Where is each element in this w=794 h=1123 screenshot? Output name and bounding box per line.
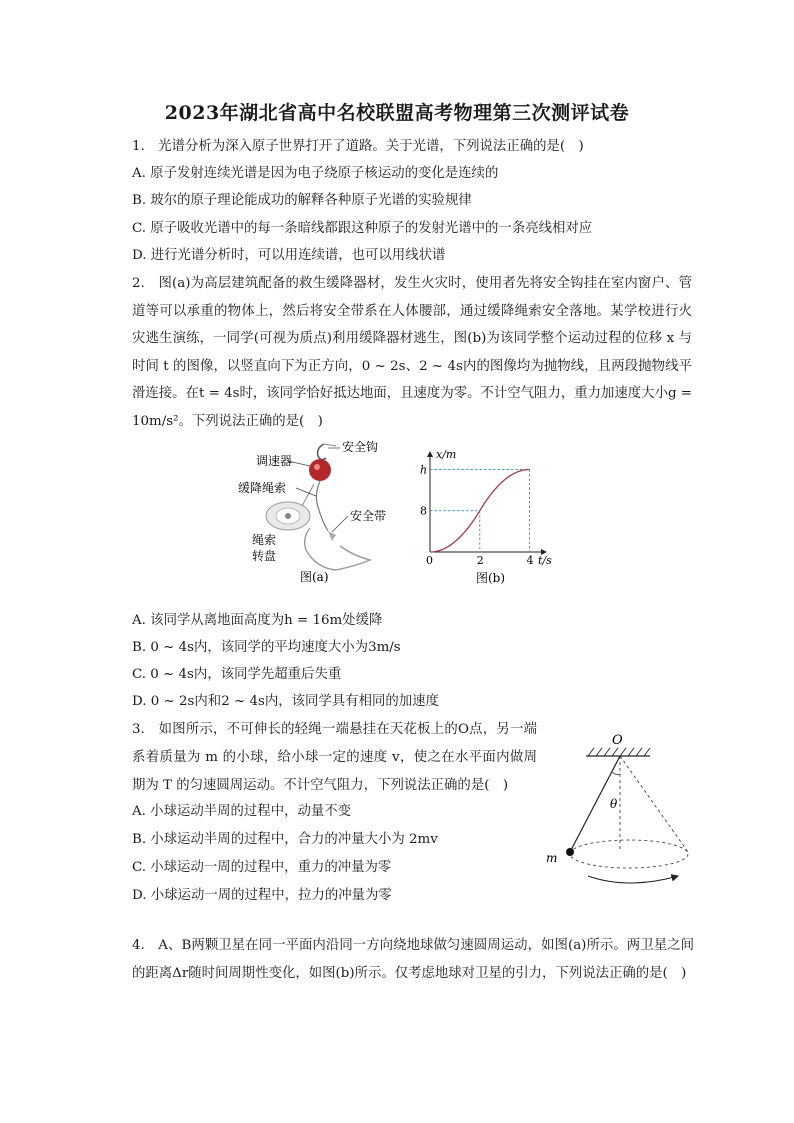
- x-tick-2: 2: [476, 554, 484, 567]
- mass-label: m: [546, 851, 558, 865]
- label-safety-hook: 安全钩: [342, 440, 379, 454]
- q2-stem: 2. 图(a)为高层建筑配备的救生缓降器材，发生火灾时，使用者先将安全钩挂在室内窗户、管道等可以承重的物体上，然后将安全带系在人体腰部，通过缓降绳索安全落地。某学校进行火灾逃生演练，一同学(可视为质点)利用缓降器材逃生，图(b)为该同学整个运动过程的位移 x 与时间 t 的图像，以竖直向下为正方向，0 ~ 2s、2 ~ 4s内的图像均为抛物线，且两段抛物线平滑连接。在t = 4s时，该同学恰好抵达地面，且速度为零。不计空气阻力，重力加速度大小g = 10m/s²。下列说法正确的是( ): [132, 276, 693, 429]
- q2-option-d: D. 0 ~ 2s内和2 ~ 4s内，该同学具有相同的加速度: [132, 694, 439, 709]
- q2-option-c: C. 0 ~ 4s内，该同学先超重后失重: [132, 667, 342, 682]
- q1-option-c: C. 原子吸收光谱中的每一条暗线都跟这种原子的发射光谱中的一条亮线相对应: [132, 221, 593, 236]
- fig-b-caption: 图(b): [476, 571, 506, 585]
- q2-option-b: B. 0 ~ 4s内，该同学的平均速度大小为3m/s: [132, 640, 401, 655]
- label-regulator: 调速器: [256, 454, 293, 468]
- label-rope: 绳索: [252, 533, 277, 547]
- q1-option-b: B. 玻尔的原子理论能成功的解释各种原子光谱的实验规律: [132, 193, 472, 208]
- page-title: 2023年湖北省高中名校联盟高考物理第三次测评试卷: [164, 102, 630, 124]
- q3-stem: 3. 如图所示，不可伸长的轻绳一端悬挂在天花板上的O点，另一端系着质量为 m 的小球，给小球一定的速度 v，使之在水平面内做周期为 T 的匀速圆周运动。不计空气阻力，下列说法正确的是( ): [132, 722, 537, 793]
- q3-option-a: A. 小球运动半周的过程中，动量不变: [132, 804, 352, 819]
- label-turntable: 转盘: [252, 549, 277, 563]
- q2-figure-a: [228, 436, 400, 588]
- fig-a-caption: 图(a): [300, 570, 329, 584]
- q1-option-d: D. 进行光谱分析时，可以用连续谱，也可以用线状谱: [132, 248, 446, 263]
- y-tick-h: h: [420, 463, 428, 477]
- q3-option-d: D. 小球运动一周的过程中，拉力的冲量为零: [132, 888, 392, 903]
- q2-figure-b: [418, 446, 560, 586]
- q3-option-c: C. 小球运动一周的过程中，重力的冲量为零: [132, 860, 392, 875]
- x-tick-4: 4: [526, 554, 534, 567]
- q3-option-b: B. 小球运动半周的过程中，合力的冲量大小为 2mv: [132, 832, 438, 847]
- q1-option-a: A. 原子发射连续光谱是因为电子绕原子核运动的变化是连续的: [132, 166, 499, 181]
- q3-figure: [538, 728, 700, 892]
- q4-stem: 4. A、B两颗卫星在同一平面内沿同一方向绕地球做匀速圆周运动，如图(a)所示。两卫星之间的距离Δr随时间周期性变化，如图(b)所示。仅考虑地球对卫星的引力，下列说法正确的是( ): [132, 938, 694, 981]
- q1-stem: 1. 光谱分析为深入原子世界打开了道路。关于光谱，下列说法正确的是( ): [132, 139, 584, 154]
- point-o-label: O: [612, 733, 623, 748]
- label-descent-rope: 缓降绳索: [238, 481, 287, 495]
- q2-option-a: A. 该同学从离地面高度为h = 16m处缓降: [132, 613, 383, 628]
- origin-label: 0: [426, 554, 433, 567]
- theta-label: θ: [610, 797, 618, 811]
- y-tick-8: 8: [420, 504, 427, 518]
- label-safety-belt: 安全带: [350, 509, 387, 523]
- x-axis-label: t/s: [538, 554, 552, 567]
- y-axis-label: x/m: [436, 448, 457, 461]
